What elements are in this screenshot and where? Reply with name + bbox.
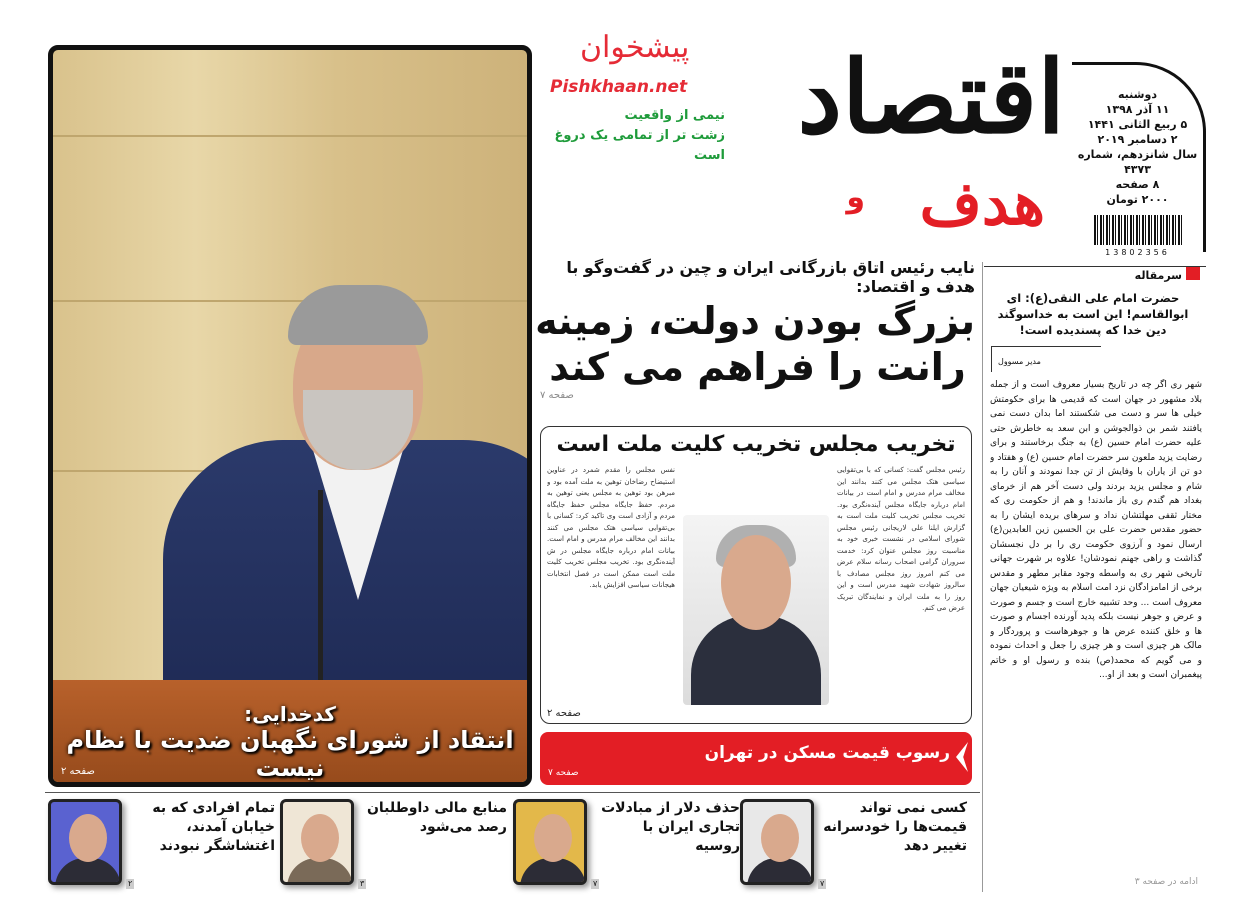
teaser-page: ۲ [128, 879, 133, 888]
article-column: نفس مجلس را مقدم شمرد در عناوین استیضاح رضاخان توهین به ملت آمده بود و مبرهن بود توهین به مجلس یعنی توهین به مردم. حفظ جایگاه مجلس حفظ جایگاه مردم و آزادی است وی تاکید کرد: کسانی با بی‌تقوایی سیاسی هتک مجلس می کنند بدانند این مخالف مرام مدرس و امام است. بیانات امام درباره جایگاه مجلس در ش آینده‌نگری بود. تخریب مجلس تخریب کلیت ملت است ممکن است در فصل انتخابات هیجانات سیاسی افزایش یابد. [547, 466, 675, 589]
teaser-item[interactable] [740, 799, 970, 889]
main-headline[interactable] [535, 298, 975, 390]
lead-photo[interactable] [48, 45, 532, 787]
page-count: ۸ صفحه [1115, 178, 1160, 191]
logo-and: و [846, 180, 865, 215]
tagline [550, 106, 725, 166]
sub-page-ref: صفحه ۲ [547, 708, 581, 719]
logo-red: هدف [919, 169, 1045, 239]
teaser-page: ۷ [820, 879, 825, 888]
teaser-item[interactable] [48, 799, 278, 889]
teaser-photo [48, 799, 122, 885]
editorial-body: شهر ری اگر چه در تاریخ بسیار معروف است و از جمله بلاد مشهور در جهان است که قدیمی ها برای حکومتش خیلی ها سر و دست می شکستند اما بدان دست نمی یافتند شمر بن ذوالجوشن و ابن سعد به خاطرش حتی علیه حضرت امام حسین (ع) به جنگ برخاستند و برای رضایت یزید ملعون سر حضرت امام حسین (ع) و هفتاد و دو تن از یاران با وفایش از تن جدا نمودند و آنان را به شام و مجلس یزید بردند ولی دست آخر هم از خرمای بغداد هم گندم ری باز ماندند! و هم از حکومت ری که مختار ثقفی مهلتشان نداد و سرهای بریده ایشان را به حضور مقدس حضرت علی بن الحسین زین العابدین(ع) ارسال نمود و آرزوی حکومت ری را بر دل نجسشان گذاشت و راهی جهنم نمودشان! علاوه بر شهرت جهانی تاریخی شهر ری به واسطه وجود مقابر مطهر و مقدس برخی از امامزادگان نزد امت اسلام به ویژه شیعیان جهان معروف است ... وحد تشبیه خارج است و جسم و صورت و عرض و جوهر نیست بلکه پدید آورنده اجسام و صورت ها و خلق کننده عرض ها و جوهرهاست و پروردگار و مالک هر چیزی است و هر چیزی را جعل و احداث نموده و می گویم که محمد(ص) بنده و رسول او و خاتم پیغمبران است و بعد از او... [990, 380, 1202, 680]
watermark-fa: پیشخوان [580, 30, 690, 65]
lead-caption[interactable] [53, 702, 527, 782]
banner-headline[interactable]: رسوب قیمت مسکن در تهران [704, 743, 950, 763]
wall-panel [53, 135, 527, 137]
teaser-photo [280, 799, 354, 885]
banner-page-ref: صفحه ۷ [548, 768, 579, 778]
teaser-headline[interactable]: کسی نمی تواند قیمت‌ها را خودسرانه تغییر دهد [823, 800, 967, 854]
teaser-item[interactable] [280, 799, 510, 889]
article-column: رئیس مجلس گفت: کسانی که با بی‌تقوایی سیاسی هتک مجلس می کنند بدانند این مخالف مرام مدرس و امام است در بیانات امام درباره جایگاه مجلس آینده‌نگری بود. تخریب مجلس تخریب کلیت ملت است به گزارش ایلنا علی لاریجانی رئیس مجلس شورای اسلامی در نشست خبری خود به مناسبت روز مجلس عنوان کرد: خدمت سروران گرامی اصحاب رسانه سلام عرض می کنم امروز روز مجلس مصادف با سالروز شهادت شهید مدرس است و این روز را به ملت ایران و نمایندگان تبریک عرض می کنم. [837, 466, 965, 612]
teaser-page: ۷ [593, 879, 598, 888]
sub-story[interactable] [540, 426, 972, 724]
editorial-label: سرمقاله [984, 266, 1206, 283]
date-gregorian: ۲ دسامبر ۲۰۱۹ [1097, 133, 1178, 146]
editorial [982, 262, 1206, 892]
teaser-headline[interactable]: تمام افرادی که به خیابان آمدند، اغتشاشگر نبودند [152, 800, 275, 854]
lead-kicker: کدخدایی: [244, 702, 336, 726]
barcode [1094, 215, 1182, 245]
teaser-photo [513, 799, 587, 885]
issue-info [1072, 62, 1206, 257]
lead-headline[interactable]: انتقاد از شورای نگهبان ضدیت با نظام نیست [66, 726, 514, 782]
editorial-author: مدیر مسوول [991, 346, 1101, 372]
watermark-en: Pishkhaan.net [550, 77, 688, 97]
article-photo [683, 515, 829, 705]
sub-headline[interactable]: تخریب مجلس تخریب کلیت ملت است [556, 432, 956, 457]
weekday: دوشنبه [1118, 88, 1157, 101]
main-kicker: نایب رئیس اتاق بازرگانی ایران و چین در گفت‌وگو با هدف و اقتصاد: [566, 258, 975, 296]
banner-story[interactable] [540, 732, 972, 785]
headline-line: رانت را فراهم می کند [549, 345, 966, 389]
lead-page-ref: صفحه ۲ [61, 766, 95, 777]
teaser-headline[interactable]: حذف دلار از مبادلات تجاری ایران با روسیه [601, 800, 740, 854]
main-story[interactable] [535, 258, 975, 402]
bottom-teasers [45, 792, 980, 892]
arrow-icon [956, 742, 968, 772]
editorial-title[interactable]: حضرت امام علی النقی(ع): ای ابوالقاسم! این است به خداسوگند دین خدا که پسندیده است! [997, 291, 1189, 337]
microphone [318, 490, 323, 690]
price: ۲۰۰۰ تومان [1106, 193, 1169, 206]
tagline-line: زشت تر از تمامی یک دروغ است [554, 128, 725, 163]
teaser-headline[interactable]: منابع مالی داوطلبان رصد می‌شود [366, 800, 507, 835]
logo-main: اقتصاد [797, 38, 1065, 156]
main-page-ref: صفحه ۷ [540, 390, 574, 401]
barcode-number: 13802356 [1105, 248, 1170, 257]
teaser-item[interactable] [513, 799, 743, 889]
masthead [540, 30, 1065, 255]
tagline-line: نیمی از واقعیت [624, 108, 725, 123]
teaser-page: ۳ [360, 879, 365, 888]
date-solar: ۱۱ آذر ۱۳۹۸ [1105, 103, 1170, 116]
volume-number: سال شانزدهم، شماره ۴۳۷۳ [1077, 148, 1198, 176]
editorial-continued: ادامه در صفحه ۳ [1134, 877, 1198, 887]
date-lunar: ۵ ربیع الثانی ۱۴۴۱ [1087, 118, 1188, 131]
teaser-photo [740, 799, 814, 885]
headline-line: بزرگ بودن دولت، زمینه [535, 299, 975, 343]
